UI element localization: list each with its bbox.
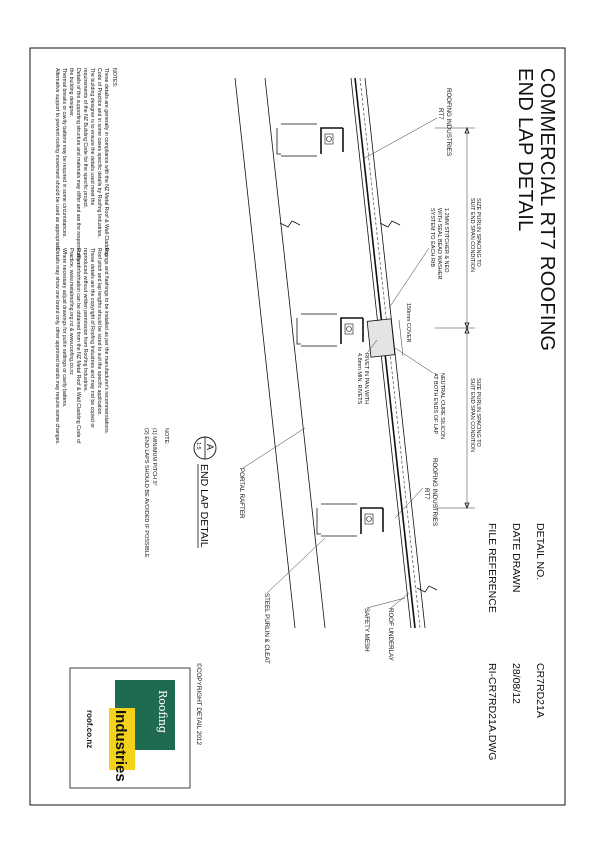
notes-line: These details are generally in compliance with the NZ Metal Roof & Wall Cladding <box>103 68 109 256</box>
notes-line: Roof pitch and lap lengths should be sized to suit the specific application. <box>96 248 102 416</box>
file-ref-value: RI-CR7RD21A.DWG <box>486 663 498 761</box>
purlin-left <box>277 124 343 156</box>
purlin-right <box>317 504 383 536</box>
company-logo <box>70 668 190 788</box>
logo-url: roof.co.nz <box>85 710 94 749</box>
roofing-industries-right: ROOFING INDUSTRIES <box>431 458 438 527</box>
dimension-lines <box>435 128 481 508</box>
general-notes <box>54 68 117 445</box>
purlin-spacing-left-1: SIZE PURLIN SPACING TO <box>475 198 481 267</box>
detail-ref-title: END LAP DETAIL <box>198 464 210 548</box>
sealant-2: WITH SEAL BEAD WASHER <box>436 208 442 280</box>
steel-purlin-label: STEEL PURLIN & CLEAT <box>263 593 270 664</box>
notes-line: Further information can be obtained from the NZ Metal Roof & Wall Cladding Code of <box>75 248 81 444</box>
rt7-left: RT7 <box>437 108 444 120</box>
sealant-1: 1.2MM STITCHER & NEO <box>443 208 449 273</box>
notes-heading: NOTES: <box>111 68 117 88</box>
date-drawn-value: 28/08/12 <box>510 663 522 704</box>
safety-mesh-label: SAFETY MESH <box>363 608 370 652</box>
notes-line: Details may show one brand only, other approved brands may require some changes. <box>54 248 60 445</box>
cover-label: 150mm COVER <box>405 303 411 343</box>
portal-rafter-label: PORTAL RAFTER <box>238 468 245 519</box>
title-line-2: END LAP DETAIL <box>514 68 536 232</box>
neutral-cure-2: AT BOTH ENDS OF LAP <box>432 373 438 435</box>
notes-line: Practice, www.metalroofing.org.nz & www.roofing.co.nz <box>68 248 74 375</box>
purlin-spacing-right-2: SUIT END SPAN CONDITION <box>469 378 475 453</box>
purlin-middle <box>297 314 363 346</box>
detail-no-value: CR7RD21A <box>534 663 546 718</box>
purlin-spacing-left-2: SUIT END SPAN CONDITION <box>469 198 475 273</box>
note2-line2: (2) END LAPS SHOULD BE AVOIDED IF POSSIBLE <box>143 428 149 558</box>
detail-no-label: DETAIL NO. <box>534 523 546 581</box>
notes-line: Where necessary adjust drawings for purlin settings or cavity battens. <box>61 248 67 408</box>
rt7-right: RT7 <box>423 488 430 500</box>
notes-line: Thermal breaks or cavity battens may be required in some circumstances. <box>61 68 67 238</box>
detail-ref-letter: A <box>205 444 215 451</box>
notes-line: reproduced without written permission from Roofing Industries. <box>82 248 88 392</box>
rotated-sheet <box>54 68 558 788</box>
notes-line: the building designer. <box>68 68 74 118</box>
rivet-1: RIVET IN PAN WITH <box>363 353 369 405</box>
notes-line: These details are the copyright of Roofing Industries and may not be copied or <box>89 248 95 428</box>
file-ref-label: FILE REFERENCE <box>486 523 498 613</box>
note2-heading: NOTE: <box>163 428 169 445</box>
notes-line: requirements of the NZ Building Code for the specific project. <box>82 68 88 209</box>
neutral-cure-1: NEUTRAL CURE SILICON <box>439 373 445 440</box>
notes-line: Details of the supporting structure and materials may differ and are the responsibility of <box>75 68 81 268</box>
info-block <box>486 523 546 760</box>
purlin-spacing-right-1: SIZE PURLIN SPACING TO <box>475 378 481 447</box>
title-line-1: COMMERCIAL RT7 ROOFING <box>536 68 558 352</box>
detail-reference <box>194 437 216 548</box>
roof-underlay-label: ROOF UNDERLAY <box>387 608 394 661</box>
logo-roofing: Roofing <box>156 690 169 733</box>
portal-rafter <box>235 78 325 628</box>
note2-line1: (1) MINIMUM PITCH 3° <box>151 428 157 486</box>
notes-line: Fixings and flashings to be installed as per the manufacturer's recommendations. <box>103 248 109 435</box>
notes-line: Alternative support to prevent roofing movement should be used as appropriate. <box>54 68 60 252</box>
sealant-3: SYSTEM TO EACH RIB <box>429 208 435 268</box>
end-lap-cover <box>367 303 411 357</box>
pitch-note <box>143 428 169 558</box>
roofing-industries-left: ROOFING INDUSTRIES <box>445 88 452 157</box>
logo-industries: Industries <box>112 710 129 782</box>
date-drawn-label: DATE DRAWN <box>510 523 522 593</box>
notes-line: Code of Practice and in some cases specific details by Roofing Industries. <box>96 68 102 238</box>
notes-line: The building designer is to ensure the details used meet the <box>89 68 95 206</box>
detail-ref-scale: 1:5 <box>195 442 201 450</box>
rivet-2: 4.8mm MIN. RIVETS <box>356 353 362 405</box>
copyright: ©COPYRIGHT DETAIL 2012 <box>195 663 202 746</box>
